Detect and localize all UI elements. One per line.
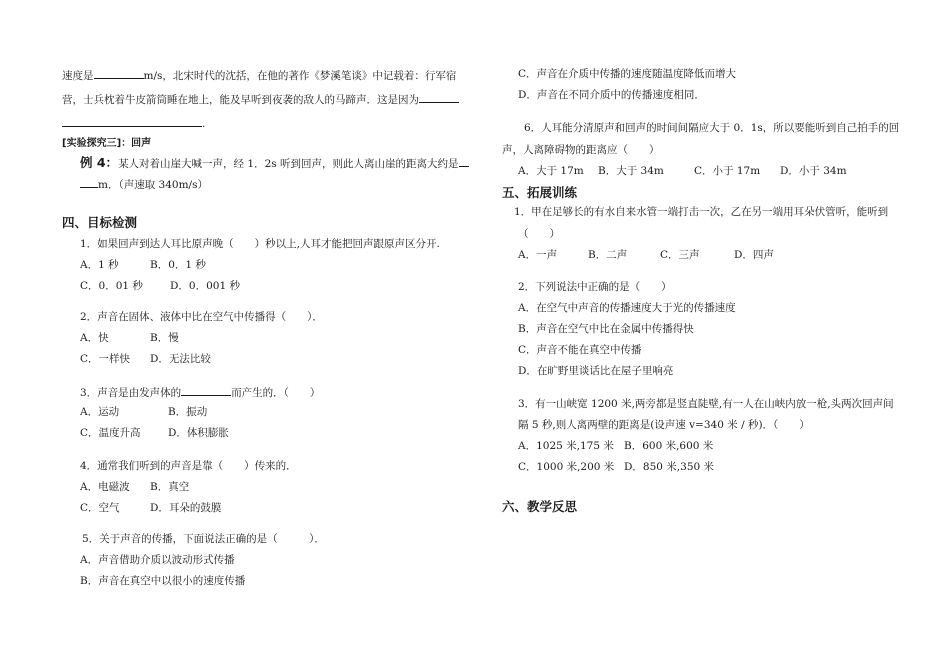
q6-stem-line-2: 声，人离障碍物的距离应（ ） — [502, 144, 660, 156]
answer-blank — [419, 91, 459, 103]
e1-option-b: B．二声 — [588, 249, 628, 261]
answer-blank — [459, 155, 469, 167]
q4-option-c: C．空气 — [80, 502, 120, 514]
intro-text: 营，士兵枕着牛皮箭筒睡在地上，能及早听到夜袭的敌人的马蹄声．这是因为 — [62, 94, 419, 106]
q1-option-b: B．0．1 秒 — [150, 259, 206, 271]
e3-option-a: A．1025 米,175 米 — [518, 440, 614, 452]
intro-line-2 — [62, 91, 459, 107]
q1-stem: 1．如果回声到达人耳比原声晚（ ）秒以上,人耳才能把回声跟原声区分开. — [80, 238, 440, 250]
q4-option-a: A．电磁波 — [80, 481, 130, 493]
e2-stem: 2．下列说法中正确的是（ ） — [518, 281, 672, 293]
e3-stem-line-1: 3．有一山峡宽 1200 米,两旁都是竖直陡壁,有一人在山峡内放一枪,头两次回声间 — [518, 398, 894, 410]
q4-option-b: B．真空 — [150, 481, 190, 493]
q6-stem-line-1: 6．人耳能分清原声和回声的时间间隔应大于 0．1s，所以要能听到自己拍手的回 — [524, 122, 900, 134]
q1-option-c: C．0．01 秒 — [80, 280, 143, 292]
q2-option-d: D．无法比较 — [150, 353, 211, 365]
q6-option-c: C．小于 17m — [694, 165, 761, 177]
example-4-line-1 — [80, 155, 469, 171]
q2-option-b: B．慢 — [150, 332, 179, 344]
q3-stem-text: 而产生的．（ ） — [231, 387, 321, 399]
e2-option-b: B．声音在空气中比在金属中传播得快 — [518, 323, 694, 335]
q6-option-d: D．小于 34m — [780, 165, 847, 177]
q5-option-c: C．声音在介质中传播的速度随温度降低而增大 — [518, 68, 737, 80]
e3-option-d: D．850 米,350 米 — [624, 461, 715, 473]
e2-option-a: A．在空气中声音的传播速度大于光的传播速度 — [518, 302, 736, 314]
q2-option-c: C．一样快 — [80, 353, 131, 365]
e2-option-c: C．声音不能在真空中传播 — [518, 344, 642, 356]
q3-option-a: A．运动 — [80, 406, 120, 418]
q3-option-c: C．温度升高 — [80, 427, 141, 439]
q4-option-d: D．耳朵的鼓膜 — [150, 502, 222, 514]
q5-stem: 5．关于声音的传播，下面说法正确的是（ ）． — [82, 533, 325, 545]
e1-option-c: C．三声 — [660, 249, 700, 261]
example-4-line-2 — [80, 176, 208, 192]
intro-text: . — [202, 118, 206, 130]
answer-blank — [94, 67, 144, 79]
section-6-title: 六、教学反思 — [502, 499, 578, 514]
answer-blank — [62, 115, 202, 127]
intro-line-1 — [62, 67, 456, 83]
e1-option-d: D．四声 — [734, 249, 774, 261]
q4-stem: 4．通常我们听到的声音是靠（ ）传来的． — [80, 460, 297, 472]
section-4-title: 四、目标检测 — [62, 215, 138, 230]
q5-option-a: A．声音借助介质以波动形式传播 — [80, 554, 235, 566]
q3-option-d: D．体积膨胀 — [168, 427, 229, 439]
answer-blank — [80, 176, 98, 188]
e3-option-b: B．600 米,600 米 — [624, 440, 714, 452]
example-4-text: 某人对着山崖大喊一声，经 1．2s 听到回声，则此人离山崖的距离大约是 — [118, 158, 459, 170]
intro-text: 速度是 — [62, 70, 94, 82]
q5-option-b: B．声音在真空中以很小的速度传播 — [80, 575, 246, 587]
q3-stem — [80, 384, 320, 400]
q1-option-d: D．0．001 秒 — [170, 280, 240, 292]
e1-stem-line-2: （ ） — [518, 228, 560, 240]
example-4-text: m．（声速取 340m/s） — [98, 179, 208, 191]
q3-option-b: B．振动 — [168, 406, 208, 418]
intro-line-3 — [62, 115, 205, 131]
e2-option-d: D．在旷野里谈话比在屋子里响亮 — [518, 365, 674, 377]
e3-option-c: C．1000 米,200 米 — [518, 461, 615, 473]
experiment-3-label: [实验探究三]：回声 — [62, 138, 152, 149]
q6-option-b: B．大于 34m — [598, 165, 664, 177]
q2-option-a: A．快 — [80, 332, 109, 344]
e3-stem-line-2: 隔 5 秒,则人离两壁的距离是(设声速 v=340 米 / 秒)．（ ） — [518, 419, 810, 431]
q5-option-d: D．声音在不同介质中的传播速度相同． — [518, 89, 705, 101]
q6-option-a: A．大于 17m — [518, 165, 584, 177]
section-5-title: 五、拓展训练 — [502, 185, 578, 200]
e1-option-a: A．一声 — [518, 249, 558, 261]
intro-text: m/s，北宋时代的沈括，在他的著作《梦溪笔谈》中记载着：行军宿 — [143, 70, 457, 82]
example-4-label: 例 4： — [80, 155, 119, 170]
q1-option-a: A．1 秒 — [80, 259, 119, 271]
answer-blank — [181, 384, 231, 396]
q3-stem-text: 3．声音是由发声体的 — [80, 387, 182, 399]
e1-stem-line-1: 1．甲在足够长的有水自来水管一端打击一次，乙在另一端用耳朵伏管听，能听到 — [514, 206, 889, 218]
q2-stem: 2．声音在固体、液体中比在空气中传播得（ ）． — [80, 311, 323, 323]
